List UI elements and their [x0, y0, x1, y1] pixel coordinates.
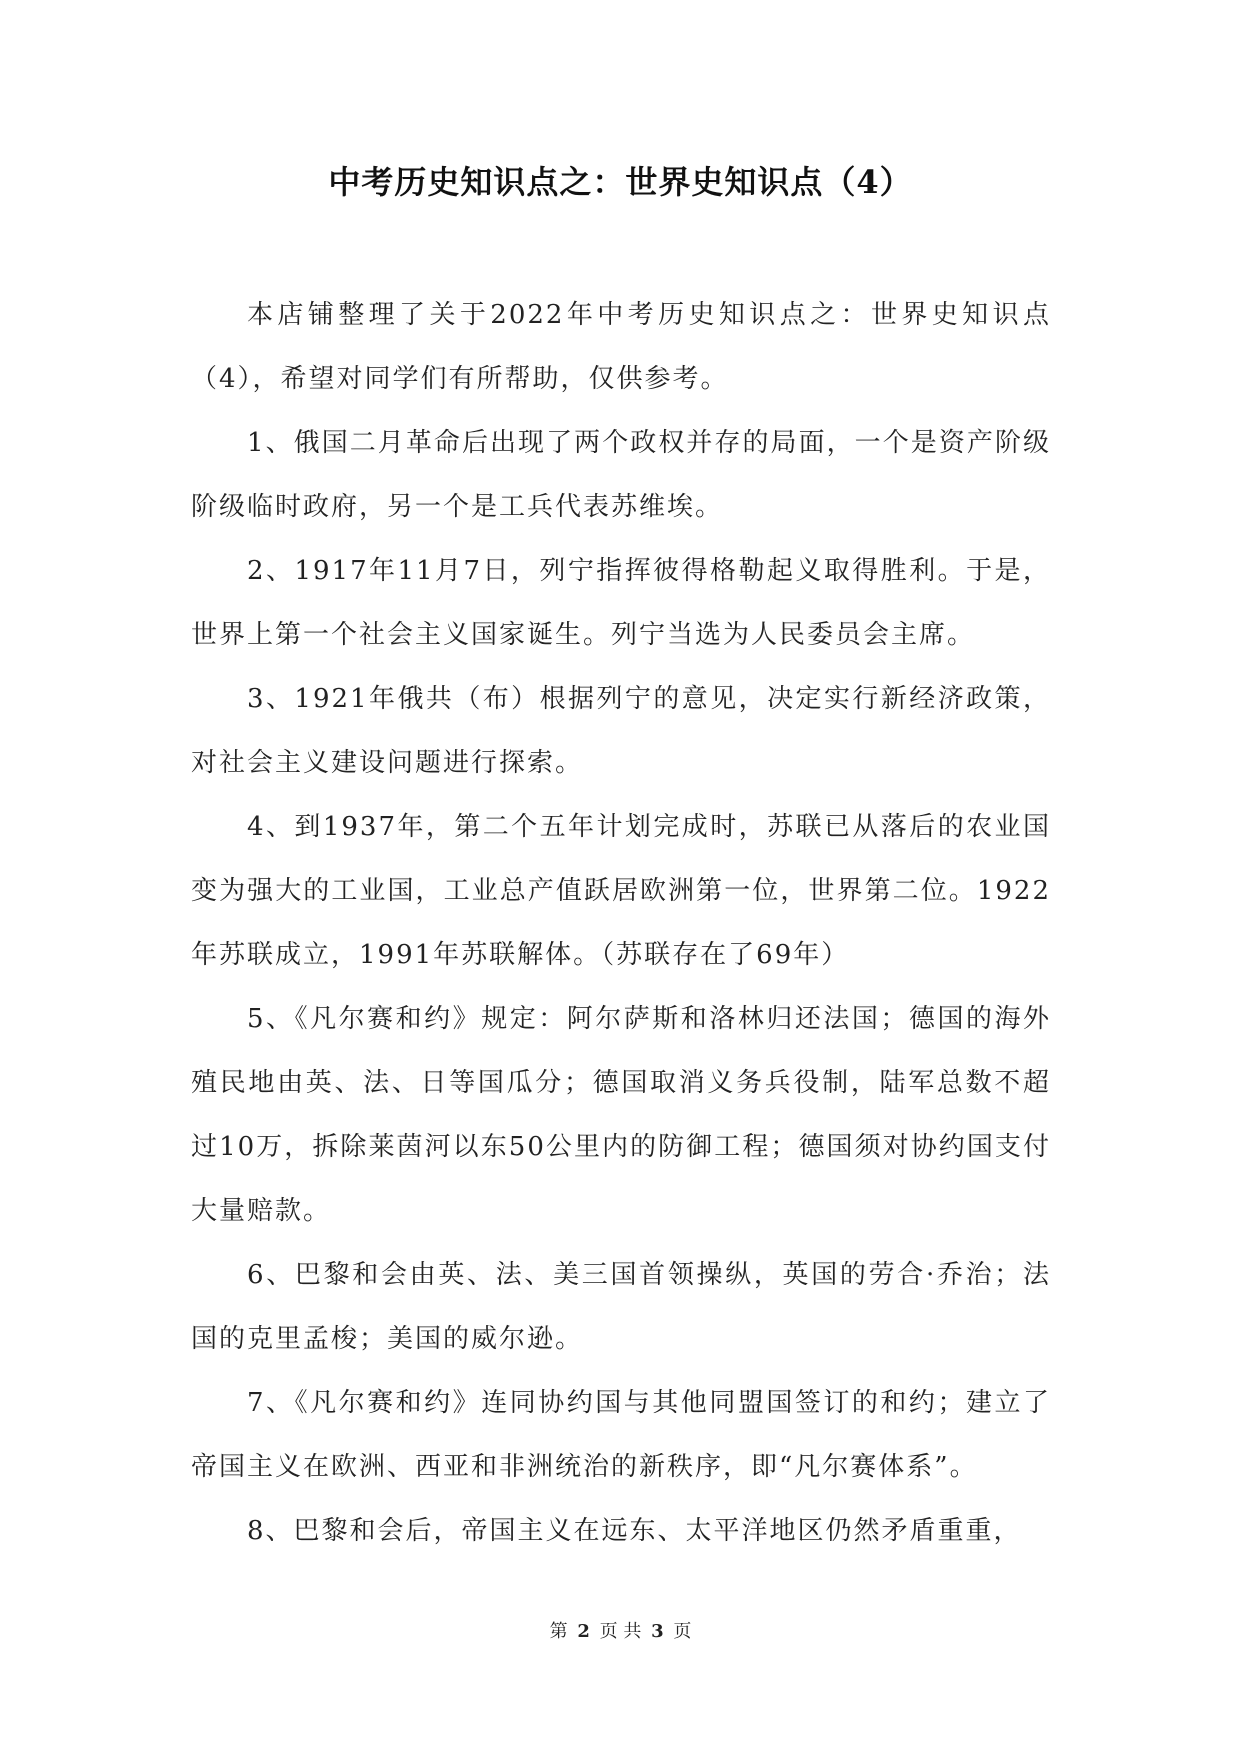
paragraph-4: 4、到1937年，第二个五年计划完成时，苏联已从落后的农业国变为强大的工业国，工业总产值跃居欧洲第一位，世界第二位。1922年苏联成立，1991年苏联解体。（苏联存在了69年）	[191, 812, 1051, 970]
paragraph-5: 5、《凡尔赛和约》规定：阿尔萨斯和洛林归还法国；德国的海外殖民地由英、法、日等国瓜分；德国取消义务兵役制，陆军总数不超过10万，拆除莱茵河以东50公里内的防御工程；德国须对协约国支付大量赔款。	[191, 1004, 1051, 1226]
paragraph-8: 8、巴黎和会后，帝国主义在远东、太平洋地区仍然矛盾重重，	[247, 1516, 1022, 1546]
page-footer	[0, 1620, 1241, 1644]
paragraph-1: 1、俄国二月革命后出现了两个政权并存的局面，一个是资产阶级阶级临时政府，另一个是工兵代表苏维埃。	[191, 428, 1051, 522]
footer-middle: 页 共	[599, 1621, 642, 1642]
footer-suffix: 页	[673, 1621, 692, 1642]
paragraph-6: 6、巴黎和会由英、法、美三国首领操纵，英国的劳合·乔治；法国的克里孟梭；美国的威尔逊。	[191, 1260, 1051, 1354]
footer-total-pages: 3	[651, 1621, 664, 1642]
document-body	[191, 283, 1051, 1563]
paragraph-7: 7、《凡尔赛和约》连同协约国与其他同盟国签订的和约；建立了帝国主义在欧洲、西亚和非洲统治的新秩序，即“凡尔赛体系”。	[191, 1388, 1051, 1482]
footer-current-page: 2	[577, 1621, 590, 1642]
document-title: 中考历史知识点之：世界史知识点（4）	[328, 163, 913, 201]
paragraph-3: 3、1921年俄共（布）根据列宁的意见，决定实行新经济政策，对社会主义建设问题进行探索。	[191, 684, 1051, 778]
paragraph-2: 2、1917年11月7日，列宁指挥彼得格勒起义取得胜利。于是，世界上第一个社会主义国家诞生。列宁当选为人民委员会主席。	[191, 556, 1051, 650]
paragraph-intro: 本店铺整理了关于2022年中考历史知识点之：世界史知识点（4），希望对同学们有所帮助，仅供参考。	[191, 300, 1051, 394]
footer-prefix: 第	[549, 1621, 568, 1642]
